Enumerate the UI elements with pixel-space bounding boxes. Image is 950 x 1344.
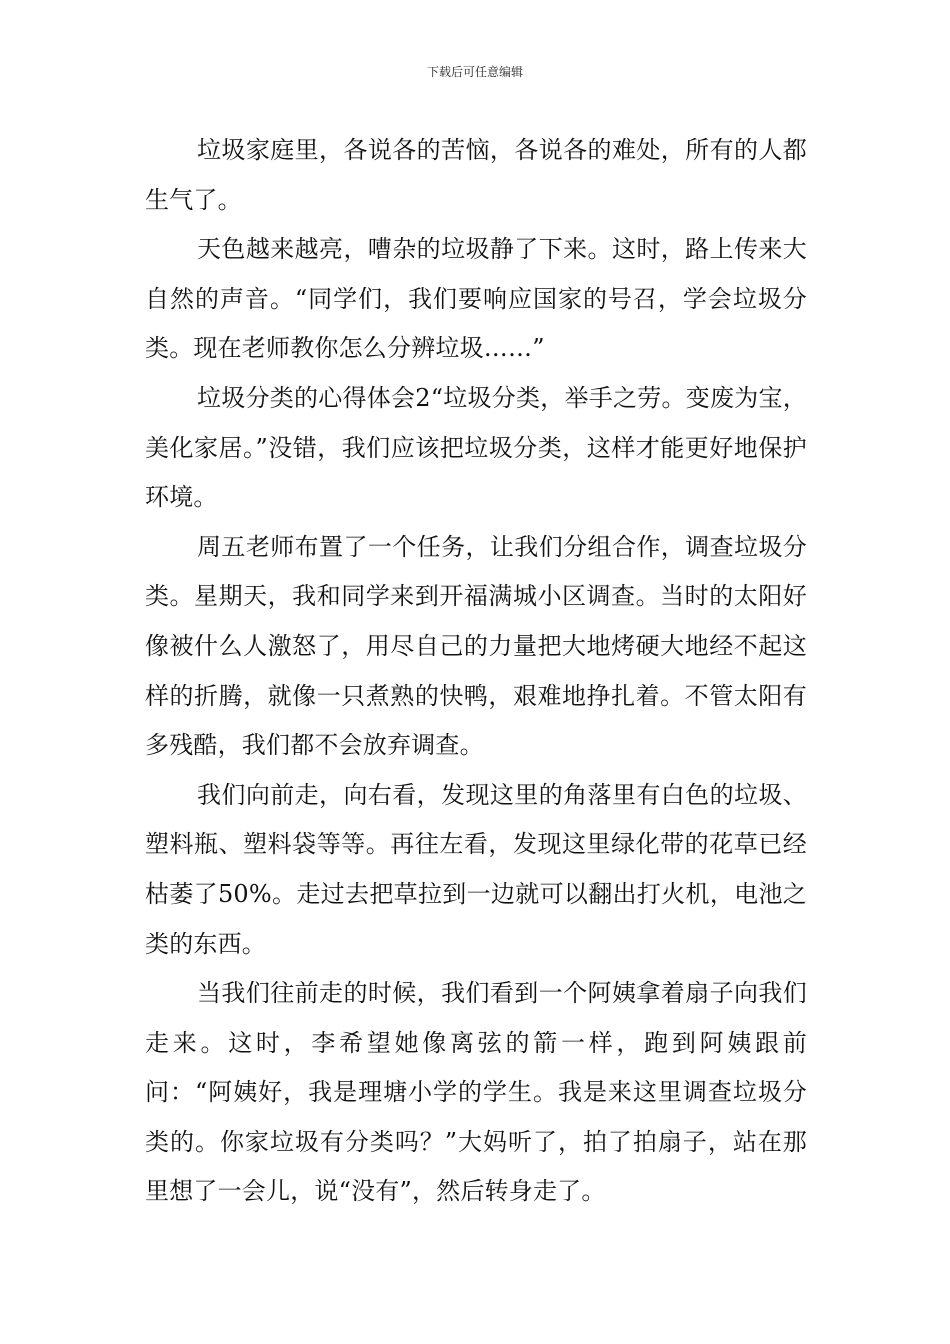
page-header: 下载后可任意编辑 — [426, 65, 523, 79]
paragraph: 我们向前走，向右看，发现这里的角落里有白色的垃圾、塑料瓶、塑料袋等等。再往左看，发现这里绿化带的花草已经枯萎了50%。走过去把草拉到一边就可以翻出打火机，电池之类的东西。 — [145, 780, 807, 958]
paragraph: 周五老师布置了一个任务，让我们分组合作，调查垃圾分类。星期天，我和同学来到开福满城小区调查。当时的太阳好像被什么人激怒了，用尽自己的力量把大地烤硬大地经不起这样的折腾，就像一只煮熟的快鸭，艰难地挣扎着。不管太阳有多残酷，我们都不会放弃调查。 — [145, 532, 807, 760]
document-body — [145, 126, 807, 1217]
paragraph: 垃圾分类的心得体会2“垃圾分类，举手之劳。变废为宝，美化家居。”没错，我们应该把垃圾分类，这样才能更好地保护环境。 — [145, 383, 807, 512]
paragraph: 天色越来越亮，嘈杂的垃圾静了下来。这时，路上传来大自然的声音。“同学们，我们要响应国家的号召，学会垃圾分类。现在老师教你怎么分辨垃圾……” — [145, 235, 807, 363]
paragraph: 垃圾家庭里，各说各的苦恼，各说各的难处，所有的人都生气了。 — [145, 136, 807, 214]
paragraph: 当我们往前走的时候，我们看到一个阿姨拿着扇子向我们走来。这时，李希望她像离弦的箭一样，跑到阿姨跟前问：“阿姨好，我是理塘小学的学生。我是来这里调查垃圾分类的。你家垃圾有分类吗？”大妈听了，拍了拍扇子，站在那里想了一会儿，说“没有”，然后转身走了。 — [145, 979, 807, 1206]
